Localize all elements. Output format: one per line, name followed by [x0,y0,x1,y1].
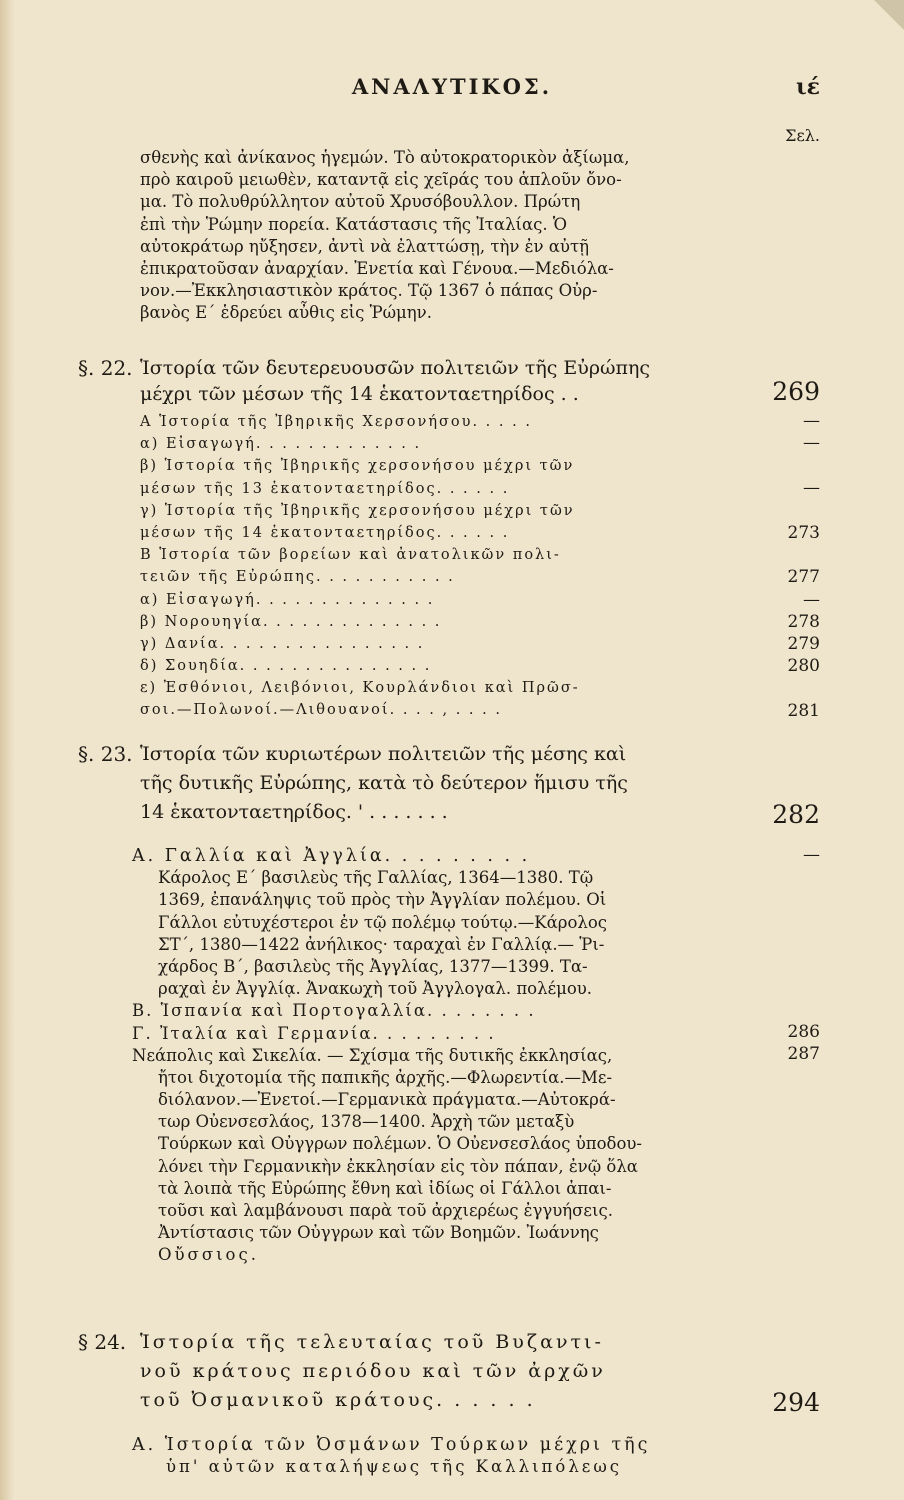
toc-item: β) Ἱστορία τῆς Ἰβηρικῆς χερσονήσου μέχρι τῶν [140,458,575,475]
section-title-line: νοῦ κράτους περιόδου καὶ τῶν ἀρχῶν [140,1360,606,1382]
text-line: ὑπ' αὐτῶν καταλήψεως τῆς Καλλιπόλεως [166,1457,623,1477]
text-line: αὐτοκράτωρ ηὔξησεν, ἀντὶ νὰ ἐλαττώσῃ, τὴν ἐν αὐτῇ [140,236,589,256]
page-ref: — [803,478,820,498]
section-title-line: μέχρι τῶν μέσων τῆς 14 ἑκατονταετηρίδος . . [140,383,579,405]
text-line: λόνει τὴν Γερμανικὴν ἐκκλησίαν εἰς τὸν πάπαν, ἐνῷ ὅλα [158,1156,638,1176]
toc-item: Β Ἱστορία τῶν βορείων καὶ ἀνατολικῶν πολι- [140,547,561,564]
toc-item: τειῶν τῆς Εὐρώπης. . . . . . . . . . . [140,569,455,586]
page-ref: 277 [787,567,820,587]
text-line: ἐπικρατοῦσαν ἀναρχίαν. Ἐνετία καὶ Γένουα.—Μεδιόλα- [140,258,614,278]
section-24-title [140,1328,720,1415]
folded-corner [874,0,904,30]
intro-paragraph [140,147,720,325]
text-line: ἐπὶ τὴν Ῥώμην πορεία. Κατάστασις τῆς Ἰταλίας. Ὁ [140,214,568,234]
text-line: Οὔσσιος. [158,1245,259,1265]
section-title-line: τοῦ Ὀσμανικοῦ κράτους. . . . . . [140,1389,536,1411]
text-line: πρὸ καιροῦ μειωθὲν, καταντᾷ εἰς χεῖράς του ἁπλοῦν ὄνο- [140,170,622,190]
text-line: Γάλλοι εὐτυχέστεροι ἐν τῷ πολέμῳ τούτῳ.—Κάρολος [158,912,608,932]
section-title-line: Ἱστορία τῶν κυριωτέρων πολιτειῶν τῆς μέσης καὶ [140,743,627,765]
page-ref: 287 [787,1044,820,1064]
text-line: νον.—Ἐκκλησιαστικὸν κράτος. Τῷ 1367 ὁ πάπας Οὐρ- [140,281,598,301]
text-line: τωρ Οὐενσεσλάος, 1378—1400. Ἀρχὴ τῶν μεταξὺ [158,1112,575,1132]
text-line: χάρδος Β΄, βασιλεὺς τῆς Ἀγγλίας, 1377—1399. Τα- [158,956,588,976]
subsection-heading: Γ. Ἰταλία καὶ Γερμανία. . . . . . . . . [132,1023,496,1043]
toc-item: δ) Σουηδία. . . . . . . . . . . . . . . [140,658,432,675]
text-line: βανὸς Ε΄ ἑδρεύει αὖθις εἰς Ῥώμην. [140,303,432,323]
text-line: Νεάπολις καὶ Σικελία. — Σχίσμα τῆς δυτικῆς ἐκκλησίας, [132,1045,613,1065]
text-line: σθενὴς καὶ ἀνίκανος ἡγεμών. Τὸ αὐτοκρατορικὸν ἀξίωμα, [140,148,630,167]
toc-item: σοι.—Πολωνοί.—Λιθουανοί. . . . , . . . . [140,702,502,719]
page-ref: — [803,433,820,453]
section-title-line: 14 ἑκατονταετηρίδος. ' . . . . . . . [140,801,448,823]
page-ref: 279 [787,634,820,654]
toc-item: μέσων τῆς 14 ἑκατονταετηρίδος. . . . . . [140,524,510,541]
text-line: ἤτοι διχοτομία τῆς παπικῆς ἀρχῆς.—Φλωρεντία.—Με- [158,1067,613,1087]
page-ref: 281 [787,701,820,721]
page-ref: — [803,411,820,431]
section-title-line: Ἱστορία τῆς τελευταίας τοῦ Βυζαντι- [140,1331,604,1353]
toc-item: α) Εἰσαγωγή. . . . . . . . . . . . . [140,436,422,453]
running-header-title: ΑΝΑΛΥΤΙΚΟΣ. [351,74,553,99]
page-number: ιέ [795,74,820,100]
page-ref: 294 [772,1388,820,1417]
toc-item: α) Εἰσαγωγή. . . . . . . . . . . . . . [140,591,435,608]
text-line: Κάρολος Ε΄ βασιλεὺς τῆς Γαλλίας, 1364—1380. Τῷ [158,868,594,888]
page-ref: — [803,590,820,610]
text-line: τοῦσι καὶ λαμβάνουσι παρὰ τοῦ ἀρχιερέως ἐγγυήσεις. [158,1201,613,1220]
page-edge-shadow [0,0,14,1500]
section-title-line: τῆς δυτικῆς Εὐρώπης, κατὰ τὸ δεύτερον ἥμισυ τῆς [140,772,628,794]
page-ref: 278 [787,612,820,632]
section-23-title [140,740,720,827]
page-ref: — [803,845,820,865]
page-ref: 269 [772,377,820,406]
toc-item: γ) Δανία. . . . . . . . . . . . . . . . [140,635,425,652]
text-line: Ἀντίστασις τῶν Οὐγγρων καὶ τῶν Βοημῶν. Ἰωάννης [158,1223,599,1243]
text-line: ΣΤ΄, 1380—1422 ἀνήλικος· ταραχαὶ ἐν Γαλλίᾳ.— Ῥι- [158,934,605,954]
section-22-title [140,355,720,407]
page-ref: 286 [787,1022,820,1042]
text-line: διόλανον.—Ἐνετοί.—Γερμανικὰ πράγματα.—Αὐτοκρά- [158,1090,616,1110]
text-line: Τούρκων καὶ Οὐγγρων πολέμων. Ὁ Οὐενσεσλάος ὑποδου- [158,1134,643,1154]
text-line: μα. Τὸ πολυθρύλλητον αὐτοῦ Χρυσόβουλλον. Πρώτη [140,192,581,212]
subsection-heading: Β. Ἱσπανία καὶ Πορτογαλλία. . . . . . . . [132,1001,536,1021]
subsection-heading: Α. Γαλλία καὶ Ἀγγλία. . . . . . . . . [132,846,531,866]
toc-item: β) Νορουηγία. . . . . . . . . . . . . . [140,613,442,630]
text-line: τὰ λοιπὰ τῆς Εὐρώπης ἔθνη καὶ ἰδίως οἱ Γάλλοι ἀπαι- [158,1178,612,1198]
page-column-label: Σελ. [785,126,820,145]
section-title-line: Ἱστορία τῶν δευτερευουσῶν πολιτειῶν τῆς Εὐρώπης [140,357,651,379]
toc-item: ε) Ἐσθόνιοι, Λειβόνιοι, Κουρλάνδιοι καὶ Πρῶσ- [140,680,580,697]
page-ref: 273 [787,523,820,543]
page-ref: 280 [787,656,820,676]
subsection-heading: Α. Ἱστορία τῶν Ὀσμάνων Τούρκων μέχρι τῆς [132,1435,651,1455]
section-24-number: § 24. [78,1330,127,1354]
section-23-body [132,845,722,1267]
section-22-items [140,411,720,722]
section-22-number: §. 22. [78,356,133,380]
section-24-body [132,1434,722,1478]
text-line: ραχαὶ ἐν Ἀγγλίᾳ. Ἀνακωχὴ τοῦ Ἀγγλογαλ. πολέμου. [158,979,593,999]
toc-item: γ) Ἱστορία τῆς Ἰβηρικῆς χερσονήσου μέχρι τῶν [140,502,575,519]
text-line: 1369, ἐπανάληψις τοῦ πρὸς τὴν Ἀγγλίαν πολέμου. Οἱ [158,890,607,910]
toc-item: μέσων τῆς 13 ἑκατονταετηρίδος. . . . . . [140,480,510,497]
toc-item: Α Ἱστορία τῆς Ἰβηρικῆς Χερσονήσου. . . . . [140,414,532,430]
page-ref: 282 [772,800,820,829]
section-23-number: §. 23. [78,742,133,766]
